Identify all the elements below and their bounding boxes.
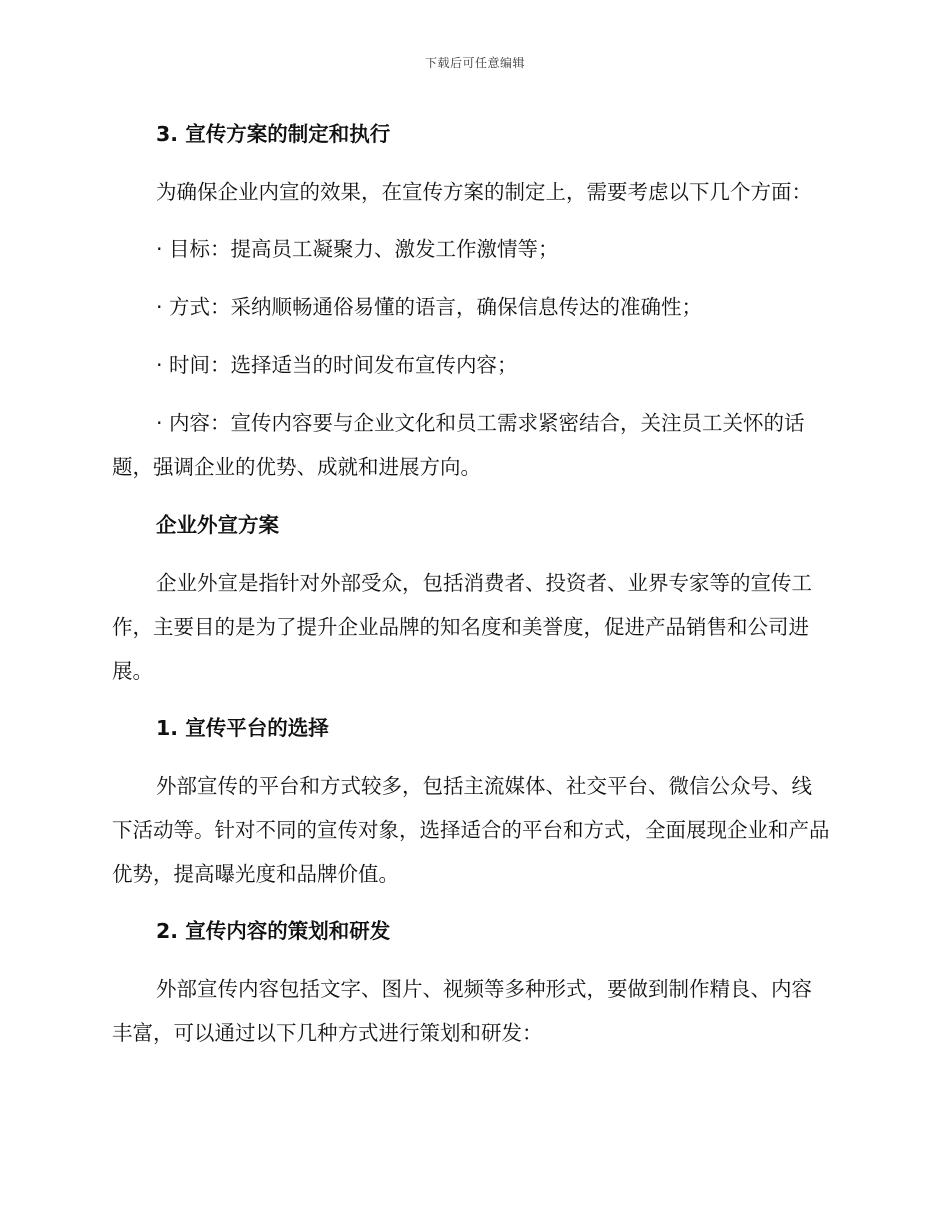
paragraph: 外部宣传的平台和方式较多，包括主流媒体、社交平台、微信公众号、线下活动等。针对不同的宣传对象，选择适合的平台和方式，全面展现企业和产品优势，提高曝光度和品牌价值。 [112, 774, 830, 886]
document-body [112, 112, 832, 1055]
paragraph: 为确保企业内宣的效果，在宣传方案的制定上，需要考虑以下几个方面： [156, 180, 812, 204]
bullet-item: · 内容：宣传内容要与企业文化和员工需求紧密结合，关注员工关怀的话题，强调企业的优势、成就和进展方向。 [112, 411, 805, 479]
section-heading: 2. 宣传内容的策划和研发 [156, 919, 391, 943]
bullet-item: · 目标：提高员工凝聚力、激发工作激情等； [156, 237, 559, 261]
section-heading: 3. 宣传方案的制定和执行 [156, 122, 391, 146]
section-heading: 企业外宣方案 [156, 513, 279, 537]
page-header-note: 下载后可任意编辑 [424, 56, 525, 70]
paragraph: 企业外宣是指针对外部受众，包括消费者、投资者、业界专家等的宣传工作，主要目的是为了提升企业品牌的知名度和美誉度，促进产品销售和公司进展。 [112, 571, 812, 683]
section-heading: 1. 宣传平台的选择 [156, 716, 329, 740]
paragraph: 外部宣传内容包括文字、图片、视频等多种形式，要做到制作精良、内容丰富，可以通过以下几种方式进行策划和研发： [112, 977, 812, 1045]
bullet-item: · 方式：采纳顺畅通俗易懂的语言，确保信息传达的准确性； [156, 295, 703, 319]
bullet-item: · 时间：选择适当的时间发布宣传内容； [156, 353, 518, 377]
